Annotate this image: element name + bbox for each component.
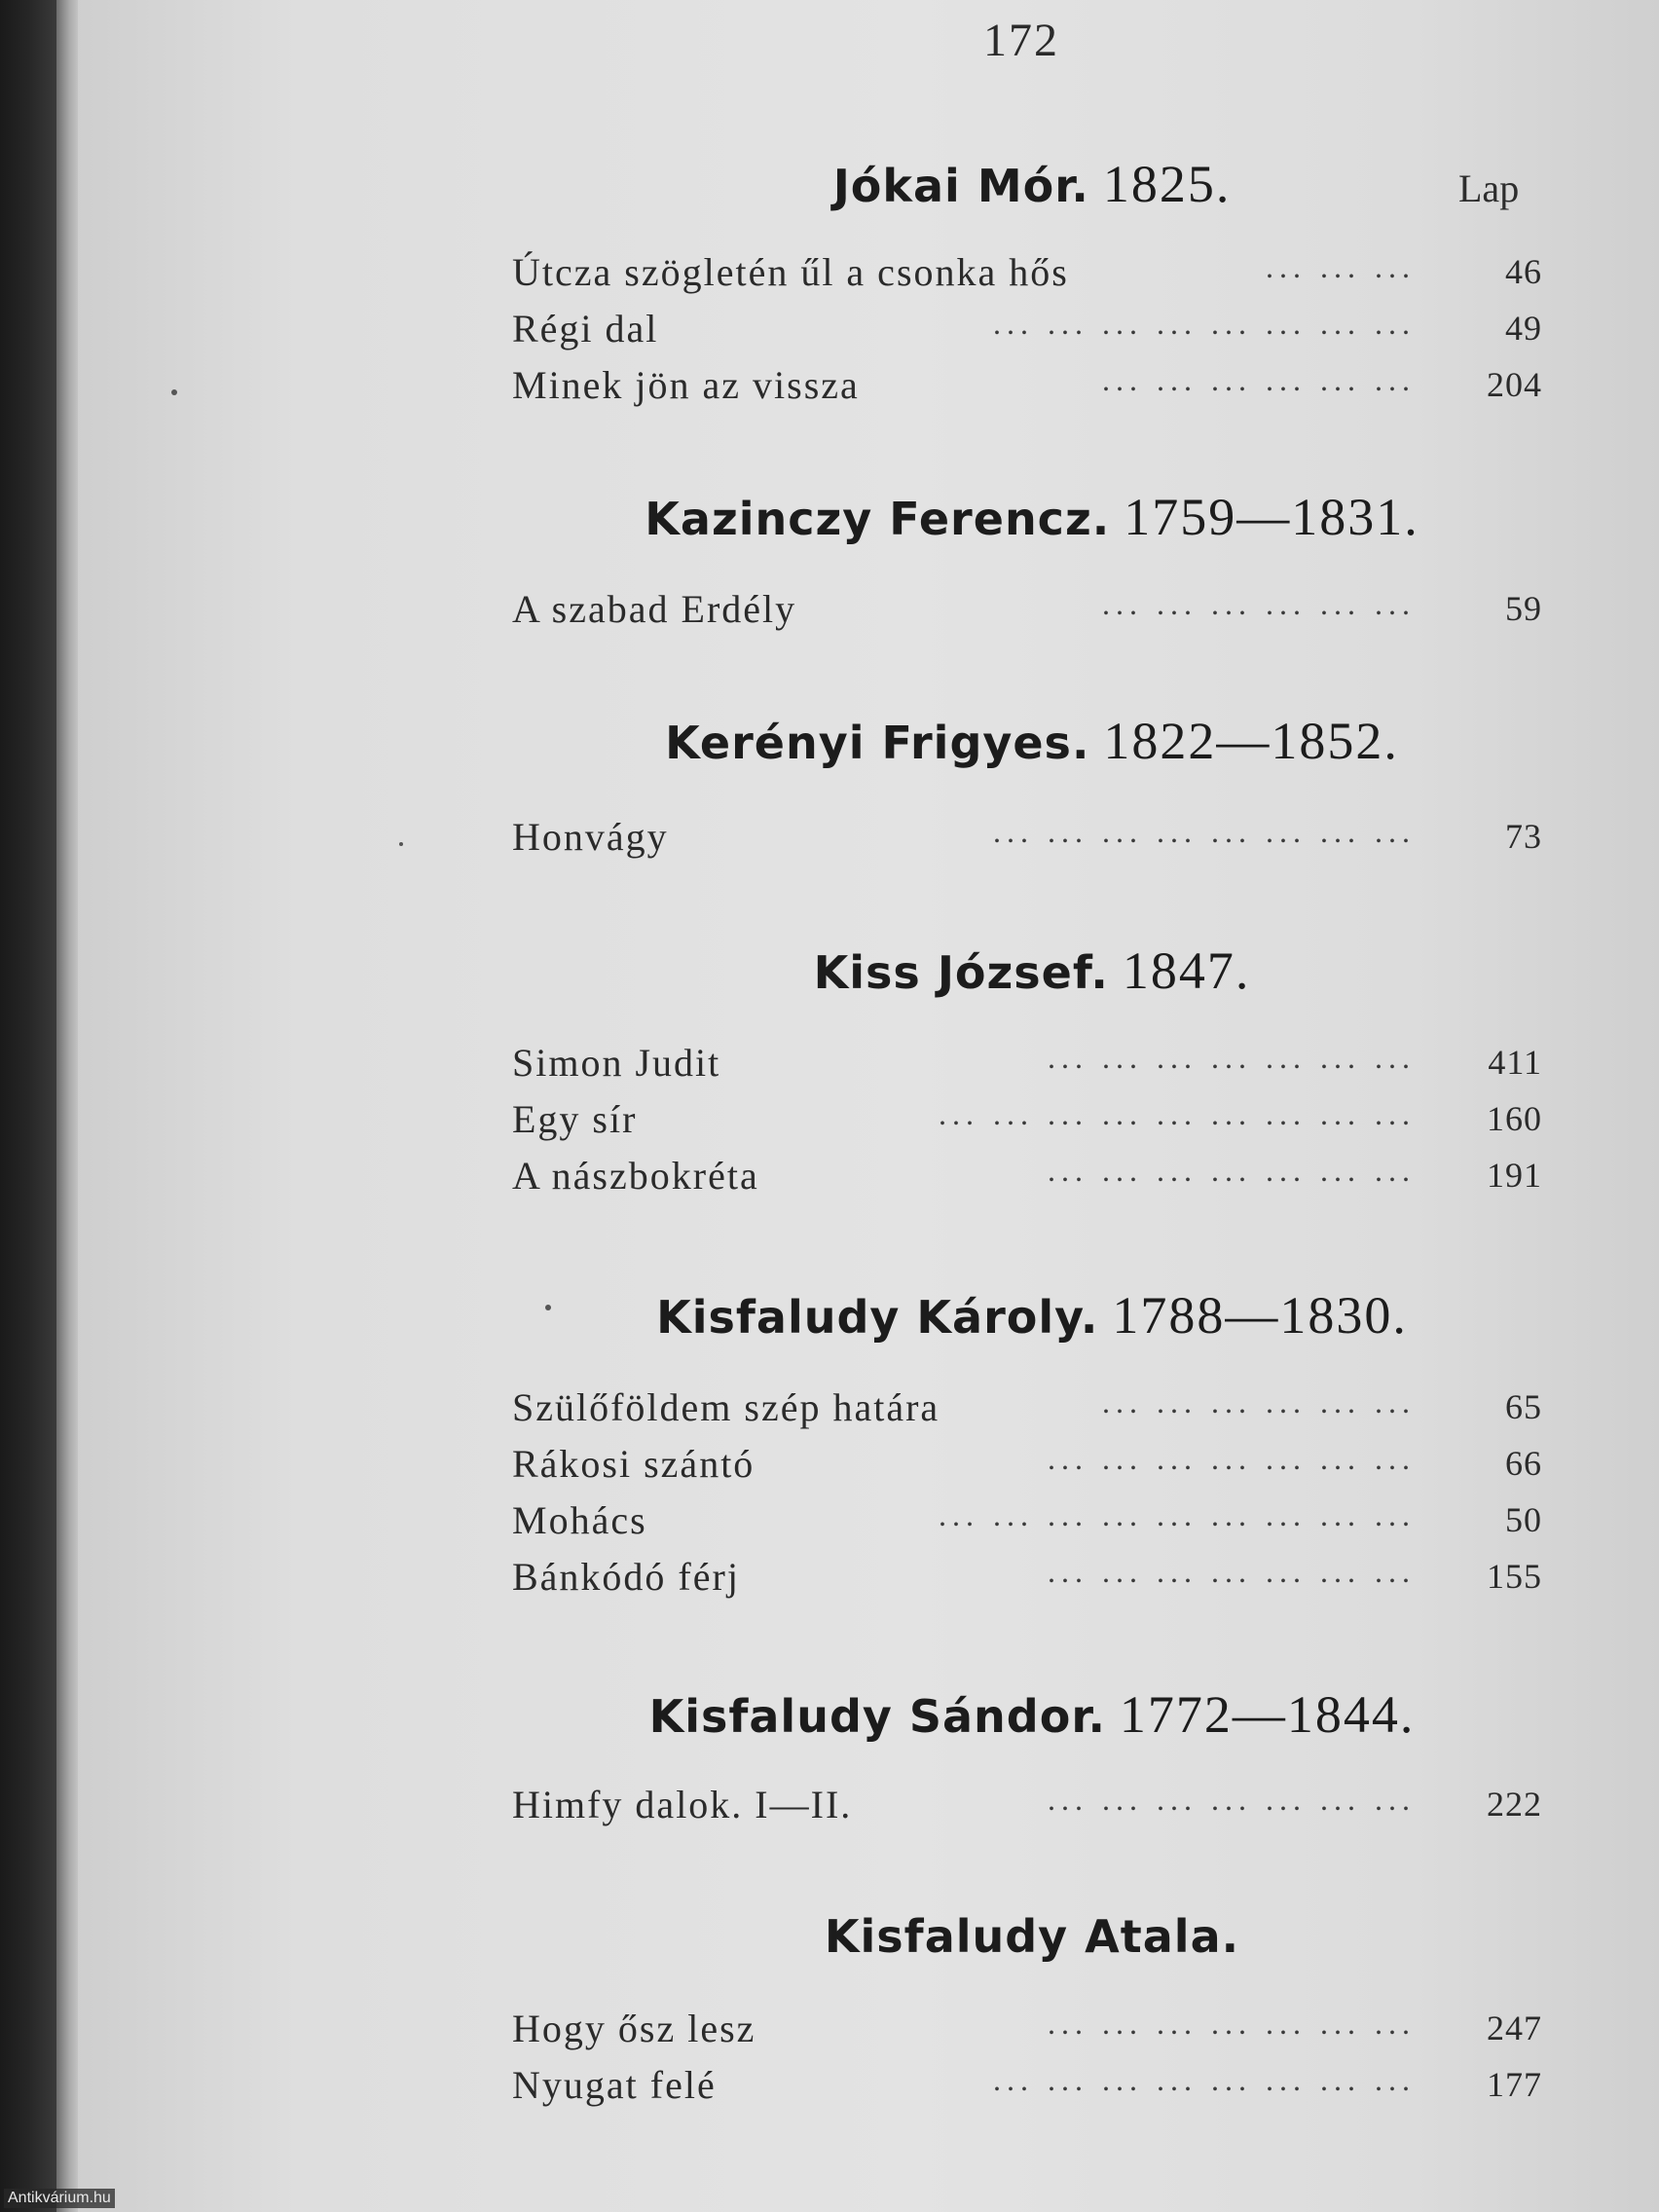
entry-title: Mohács	[512, 1498, 647, 1542]
leader-dots: ... ... ... ... ... ... ...	[1048, 1153, 1416, 1188]
section-heading	[506, 1910, 1558, 1963]
section-heading	[506, 487, 1558, 547]
leader-dots: ... ... ...	[1266, 249, 1416, 284]
toc-entry	[512, 1096, 1542, 1147]
entry-page: 73	[1505, 817, 1542, 856]
leader-dots: ... ... ... ... ... ... ...	[1048, 1554, 1416, 1589]
toc-entry	[512, 1153, 1542, 1203]
toc-entry	[512, 1040, 1542, 1090]
leader-dots: ... ... ... ... ... ... ... ...	[993, 306, 1416, 341]
toc-entry	[512, 586, 1542, 637]
author-name: Kisfaludy Károly.	[656, 1291, 1099, 1344]
column-header-lap: Lap	[1458, 166, 1520, 210]
entry-title: A szabad Erdély	[512, 587, 797, 631]
toc-entry	[512, 1441, 1542, 1492]
entry-page: 66	[1505, 1444, 1542, 1483]
entry-title: Nyugat felé	[512, 2063, 717, 2107]
entry-title: Honvágy	[512, 815, 669, 859]
author-name: Kisfaludy Sándor.	[648, 1690, 1106, 1743]
entry-title: Rákosi szántó	[512, 1442, 756, 1486]
section-heading	[506, 154, 1558, 214]
page-gutter	[56, 0, 78, 2212]
entry-page: 204	[1487, 365, 1542, 404]
entry-page: 50	[1505, 1500, 1542, 1539]
toc-entry	[512, 249, 1542, 300]
leader-dots: ... ... ... ... ... ... ... ... ...	[939, 1096, 1416, 1131]
leader-dots: ... ... ... ... ... ... ...	[1048, 1782, 1416, 1817]
entry-page: 155	[1487, 1557, 1542, 1596]
author-years: 1825.	[1102, 155, 1232, 213]
entry-page: 411	[1488, 1043, 1542, 1082]
toc-entry	[512, 1497, 1542, 1548]
author-name: Kiss József.	[813, 946, 1109, 999]
author-name: Kisfaludy Atala.	[824, 1910, 1240, 1963]
entry-page: 46	[1505, 252, 1542, 291]
entry-title: Minek jön az vissza	[512, 363, 860, 407]
author-years: 1847.	[1122, 941, 1251, 1000]
leader-dots: ... ... ... ... ... ... ... ...	[993, 2062, 1416, 2097]
section-heading	[506, 940, 1558, 1001]
entry-page: 59	[1505, 589, 1542, 628]
leader-dots: ... ... ... ... ... ... ...	[1048, 1040, 1416, 1075]
author-name: Kerényi Frigyes.	[665, 717, 1090, 769]
author-name: Kazinczy Ferencz.	[645, 493, 1111, 545]
entry-page: 49	[1505, 309, 1542, 348]
section-heading	[506, 1285, 1558, 1346]
entry-title: Bánkódó férj	[512, 1555, 740, 1599]
leader-dots: ... ... ... ... ... ... ... ...	[993, 814, 1416, 849]
author-name: Jókai Mór.	[832, 160, 1089, 212]
toc-entry	[512, 1554, 1542, 1604]
toc-entry	[512, 1384, 1542, 1435]
entry-title: Útcza szögletén űl a csonka hős	[512, 250, 1069, 294]
leader-dots: ... ... ... ... ... ... ... ... ...	[939, 1497, 1416, 1532]
author-years: 1822—1852.	[1103, 712, 1399, 770]
toc-entry	[512, 362, 1542, 413]
leader-dots: ... ... ... ... ... ... ...	[1048, 2006, 1416, 2041]
author-years: 1759—1831.	[1124, 488, 1419, 546]
page-number: 172	[983, 15, 1059, 66]
toc-entry	[512, 814, 1542, 865]
section-heading	[506, 1684, 1558, 1745]
entry-title: Régi dal	[512, 307, 659, 350]
entry-page: 222	[1487, 1785, 1542, 1824]
leader-dots: ... ... ... ... ... ... ...	[1048, 1441, 1416, 1476]
entry-page: 247	[1487, 2009, 1542, 2047]
entry-title: A nászbokréta	[512, 1154, 759, 1198]
entry-page: 65	[1505, 1387, 1542, 1426]
entry-title: Hogy ősz lesz	[512, 2007, 756, 2050]
entry-page: 191	[1487, 1156, 1542, 1195]
entry-page: 177	[1487, 2065, 1542, 2104]
paper-speck	[399, 842, 403, 846]
toc-entry	[512, 2006, 1542, 2056]
section-heading	[506, 711, 1558, 771]
author-years: 1788—1830.	[1112, 1286, 1408, 1345]
leader-dots: ... ... ... ... ... ...	[1102, 362, 1416, 397]
entry-title: Simon Judit	[512, 1041, 721, 1085]
entry-title: Szülőföldem szép határa	[512, 1385, 940, 1429]
leader-dots: ... ... ... ... ... ...	[1102, 1384, 1416, 1419]
book-spine	[0, 0, 56, 2212]
entry-title: Egy sír	[512, 1097, 638, 1141]
site-watermark: Antikvárium.hu	[4, 2189, 115, 2208]
paper-speck	[171, 389, 177, 395]
toc-entry	[512, 2062, 1542, 2113]
leader-dots: ... ... ... ... ... ...	[1102, 586, 1416, 621]
entry-title: Himfy dalok. I—II.	[512, 1783, 853, 1826]
entry-page: 160	[1487, 1099, 1542, 1138]
toc-entry	[512, 306, 1542, 356]
author-years: 1772—1844.	[1119, 1685, 1416, 1744]
toc-entry	[512, 1782, 1542, 1832]
